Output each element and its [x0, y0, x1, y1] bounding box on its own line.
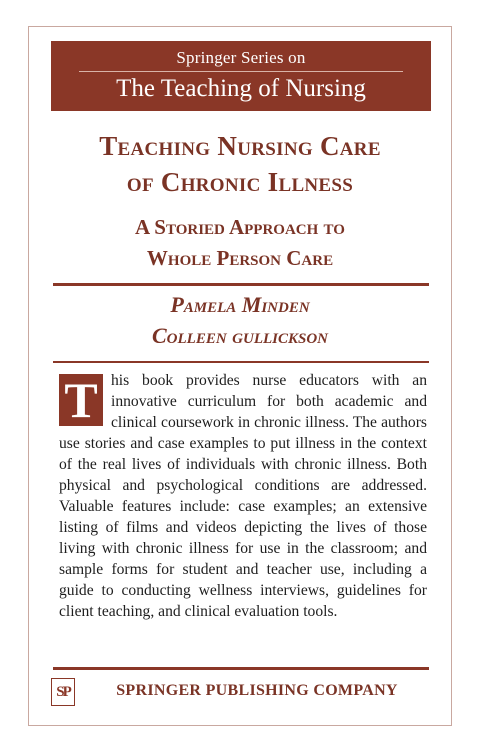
book-subtitle-line-2: Whole Person Care — [146, 246, 334, 270]
divider-upper — [53, 283, 429, 286]
book-title-line-2: of Chronic Illness — [126, 167, 354, 197]
book-title — [29, 128, 451, 200]
series-name: The Teaching of Nursing — [116, 75, 366, 102]
series-divider — [79, 71, 403, 72]
book-subtitle — [29, 212, 451, 274]
publisher-logo-icon: SP — [51, 678, 75, 706]
description-text — [59, 370, 427, 622]
book-subtitle-line-1: A Storied Approach to — [135, 215, 345, 239]
publisher-name: SPRINGER PUBLISHING COMPANY — [116, 682, 398, 699]
author-list — [29, 289, 451, 351]
author-name: Pamela Minden — [170, 292, 310, 317]
author-name: Colleen gullickson — [151, 323, 329, 348]
series-label: Springer Series on — [176, 48, 306, 67]
book-cover — [28, 26, 452, 726]
description-body: his book provides nurse educators with an innovative curriculum for both academic and clinical coursework in chronic illness. The authors use stories and case examples to put illness in the context of the real lives of individuals with chronic illness. Both physical and psychological conditions are addressed. Valuable features include: case examples; an extensive listing of films and videos depicting the lives of those living with chronic illness for use in the classroom; and sample forms for student and teacher use, including a guide to conducting wellness interviews, guidelines for client teaching, and clinical evaluation tools. — [59, 372, 427, 620]
drop-cap: T — [59, 374, 103, 426]
divider-middle — [53, 361, 429, 363]
divider-lower — [53, 667, 429, 670]
series-banner — [51, 41, 431, 111]
book-title-line-1: Teaching Nursing Care — [99, 131, 381, 161]
